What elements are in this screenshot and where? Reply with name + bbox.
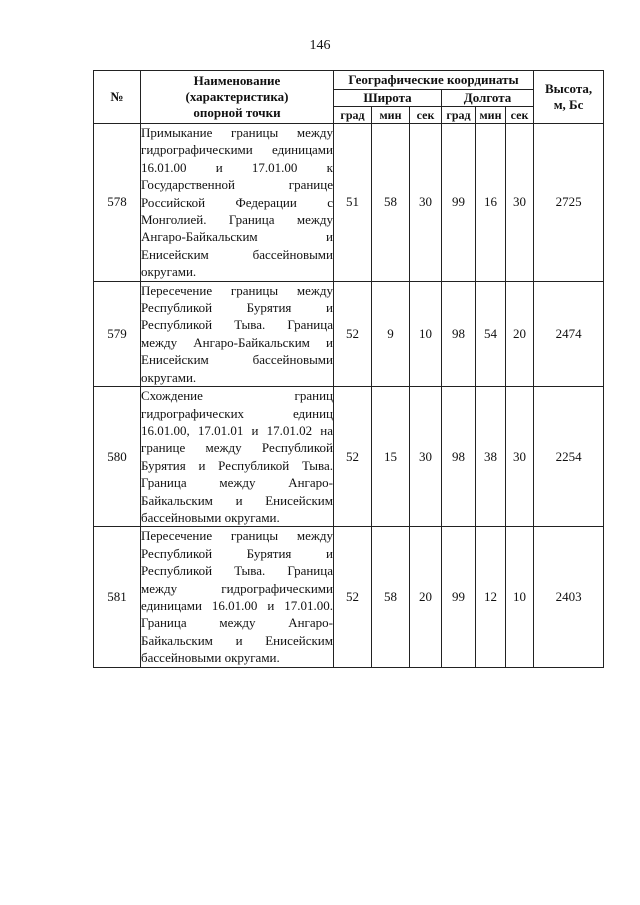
longitude-seconds: 20: [506, 281, 534, 386]
point-number: 580: [94, 387, 141, 527]
header-geo-coordinates: Географические координаты: [334, 71, 534, 90]
longitude-minutes: 16: [476, 124, 506, 282]
header-name-line2: (характеристика): [185, 89, 289, 104]
longitude-seconds: 30: [506, 124, 534, 282]
point-number: 578: [94, 124, 141, 282]
header-latitude: Широта: [334, 90, 442, 107]
table-header: [94, 71, 604, 124]
point-description: Примыкание границы между гидрографическими единицами 16.01.00 и 17.01.00 к Государственной границе Российской Федерации с Монголией. Граница между Ангаро-Байкальским и Енисейским бассейновыми округами.: [141, 125, 333, 280]
latitude-seconds: 30: [410, 124, 442, 282]
header-number: №: [94, 71, 141, 124]
header-name-line3: опорной точки: [193, 105, 281, 120]
header-lat-sec: сек: [410, 107, 442, 124]
point-description: Схождение границ гидрографических единиц 16.01.00, 17.01.01 и 17.01.02 на границе между Республикой Бурятия и Республикой Тыва. Граница между Ангаро-Байкальским и Енисейским бассейновыми округами.: [141, 388, 333, 525]
table-row: [94, 387, 604, 527]
latitude-degrees: 52: [334, 527, 372, 667]
header-name: [141, 71, 334, 124]
longitude-degrees: 98: [442, 387, 476, 527]
latitude-seconds: 30: [410, 387, 442, 527]
latitude-minutes: 58: [372, 124, 410, 282]
longitude-seconds: 30: [506, 387, 534, 527]
longitude-degrees: 99: [442, 124, 476, 282]
altitude: 2254: [534, 387, 604, 527]
longitude-minutes: 38: [476, 387, 506, 527]
table-row: [94, 527, 604, 667]
latitude-degrees: 51: [334, 124, 372, 282]
longitude-seconds: 10: [506, 527, 534, 667]
coordinates-table: [93, 70, 604, 668]
table-row: [94, 124, 604, 282]
point-number: 579: [94, 281, 141, 386]
latitude-seconds: 20: [410, 527, 442, 667]
header-longitude: Долгота: [442, 90, 534, 107]
latitude-degrees: 52: [334, 387, 372, 527]
point-description: Пересечение границы между Республикой Бурятия и Республикой Тыва. Граница между гидрографическими единицами 16.01.00 и 17.01.00. Граница между Ангаро-Байкальским и Енисейским бассейновыми округами.: [141, 528, 333, 666]
latitude-minutes: 58: [372, 527, 410, 667]
longitude-minutes: 12: [476, 527, 506, 667]
latitude-degrees: 52: [334, 281, 372, 386]
header-altitude-line1: Высота,: [544, 81, 593, 96]
altitude: 2474: [534, 281, 604, 386]
altitude: 2725: [534, 124, 604, 282]
point-description: Пересечение границы между Республикой Бурятия и Республикой Тыва. Граница между Ангаро-Байкальским и Енисейским бассейновыми округами.: [141, 282, 333, 385]
altitude: 2403: [534, 527, 604, 667]
header-name-line1: Наименование: [193, 73, 281, 88]
latitude-seconds: 10: [410, 281, 442, 386]
header-lon-sec: сек: [506, 107, 534, 124]
latitude-minutes: 9: [372, 281, 410, 386]
header-lon-min: мин: [476, 107, 506, 124]
table-row: [94, 281, 604, 386]
header-lat-min: мин: [372, 107, 410, 124]
longitude-minutes: 54: [476, 281, 506, 386]
header-altitude-line2: м, Бс: [553, 97, 584, 112]
longitude-degrees: 99: [442, 527, 476, 667]
header-altitude: [534, 71, 604, 124]
latitude-minutes: 15: [372, 387, 410, 527]
header-lon-deg: град: [442, 107, 476, 124]
header-lat-deg: град: [334, 107, 372, 124]
point-number: 581: [94, 527, 141, 667]
longitude-degrees: 98: [442, 281, 476, 386]
page-number: 146: [309, 38, 331, 53]
